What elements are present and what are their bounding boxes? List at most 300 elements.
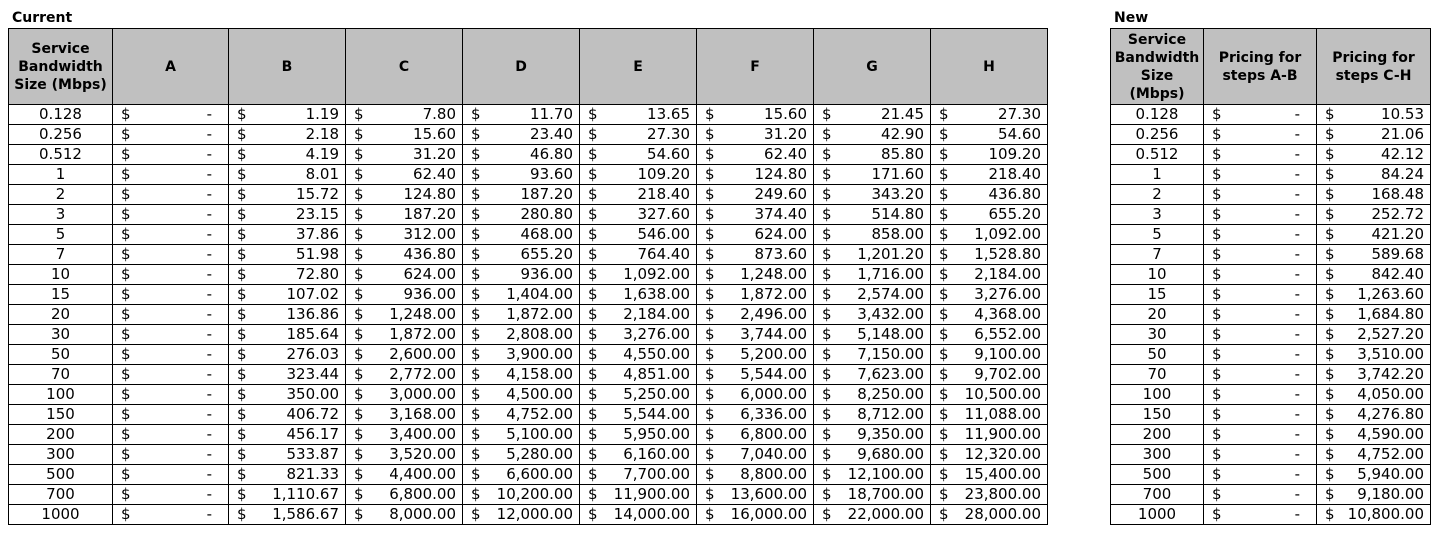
currency-symbol: $ [1325,185,1335,203]
price-cell-g [814,285,931,305]
price-value [229,265,345,284]
price-amount: 6,000.00 [740,385,807,403]
currency-symbol: $ [588,265,598,283]
bandwidth-size-cell: 1 [9,165,113,185]
currency-symbol: $ [121,105,131,123]
price-cell-g [814,185,931,205]
currency-symbol: $ [354,305,364,323]
price-value [113,145,228,164]
currency-symbol: $ [1212,405,1222,423]
price-cell-f [697,405,814,425]
currency-symbol: $ [822,225,832,243]
price-cell-e [580,165,697,185]
currency-symbol: $ [705,425,715,443]
price-amount: 1,110.67 [272,485,339,503]
price-value [463,305,579,324]
price-value [931,105,1047,124]
price-cell-b [229,505,346,525]
currency-symbol: $ [822,345,832,363]
price-amount: 842.40 [1371,265,1424,283]
price-amount: - [1294,185,1300,203]
price-amount: 15.60 [413,125,456,143]
price-value [697,125,813,144]
price-amount: 3,000.00 [389,385,456,403]
price-value [346,385,462,404]
price-amount: 9,350.00 [857,425,924,443]
currency-symbol: $ [822,425,832,443]
price-amount: 350.00 [286,385,339,403]
currency-symbol: $ [471,405,481,423]
price-value [229,145,345,164]
header-step-c: C [346,29,463,105]
currency-symbol: $ [1212,445,1222,463]
price-value [580,105,696,124]
price-value [814,305,930,324]
bandwidth-size-cell: 100 [9,385,113,405]
currency-symbol: $ [237,505,247,523]
price-value [814,365,930,384]
currency-symbol: $ [1212,125,1222,143]
price-value [580,445,696,464]
currency-symbol: $ [121,145,131,163]
price-cell-h [931,165,1048,185]
currency-symbol: $ [354,265,364,283]
currency-symbol: $ [705,465,715,483]
currency-symbol: $ [588,505,598,523]
price-cell-b [229,105,346,125]
price-cell-e [580,505,697,525]
price-amount: - [1294,425,1300,443]
currency-symbol: $ [822,265,832,283]
currency-symbol: $ [1325,445,1335,463]
price-value [1317,125,1430,144]
price-amount: - [1294,145,1300,163]
header-step-d: D [463,29,580,105]
table-row [9,265,1048,285]
price-cell-g [814,425,931,445]
price-cell-steps-c-h [1317,405,1431,425]
price-cell-e [580,285,697,305]
table-row [1111,185,1431,205]
price-amount: 7,150.00 [857,345,924,363]
price-cell-steps-c-h [1317,365,1431,385]
price-value [113,505,228,524]
current-pricing-table [8,28,1048,525]
currency-symbol: $ [237,445,247,463]
price-amount: 15.72 [296,185,339,203]
price-amount: 1,263.60 [1357,285,1424,303]
price-value [931,465,1047,484]
currency-symbol: $ [705,385,715,403]
price-cell-d [463,165,580,185]
currency-symbol: $ [1325,365,1335,383]
currency-symbol: $ [705,485,715,503]
price-amount: - [1294,225,1300,243]
price-value [463,265,579,284]
currency-symbol: $ [939,285,949,303]
price-cell-c [346,205,463,225]
currency-symbol: $ [471,445,481,463]
price-amount: 312.00 [403,225,456,243]
price-cell-e [580,185,697,205]
price-amount: 11,088.00 [964,405,1041,423]
current-title: Current [12,10,73,26]
table-row [9,365,1048,385]
price-amount: 2,496.00 [740,305,807,323]
price-amount: 276.03 [286,345,339,363]
price-cell-f [697,205,814,225]
price-value [229,405,345,424]
currency-symbol: $ [705,125,715,143]
currency-symbol: $ [822,505,832,523]
price-cell-a [113,305,229,325]
bandwidth-size-cell: 2 [9,185,113,205]
price-amount: 10,800.00 [1347,505,1424,523]
price-amount: 1,248.00 [389,305,456,323]
price-amount: 21.45 [881,105,924,123]
price-cell-h [931,125,1048,145]
new-title: New [1114,10,1149,26]
price-value [580,225,696,244]
price-cell-steps-c-h [1317,425,1431,445]
table-row [1111,245,1431,265]
price-amount: 3,276.00 [974,285,1041,303]
price-cell-steps-c-h [1317,305,1431,325]
price-amount: 23.40 [530,125,573,143]
bandwidth-size-cell: 30 [9,325,113,345]
currency-symbol: $ [237,105,247,123]
price-cell-steps-c-h [1317,465,1431,485]
price-cell-c [346,465,463,485]
price-value [697,305,813,324]
currency-symbol: $ [354,105,364,123]
price-value [346,345,462,364]
price-amount: 187.20 [520,185,573,203]
price-cell-b [229,165,346,185]
price-value [931,485,1047,504]
currency-symbol: $ [588,285,598,303]
price-cell-steps-c-h [1317,165,1431,185]
price-amount: 327.60 [637,205,690,223]
price-amount: 7,700.00 [623,465,690,483]
table-row [9,485,1048,505]
current-table-header [9,29,1048,105]
price-amount: 16,000.00 [730,505,807,523]
price-value [463,465,579,484]
currency-symbol: $ [705,445,715,463]
price-value [1204,245,1316,264]
price-amount: 249.60 [754,185,807,203]
price-amount: 858.00 [871,225,924,243]
price-amount: 655.20 [988,205,1041,223]
currency-symbol: $ [588,145,598,163]
price-amount: 589.68 [1371,245,1424,263]
price-cell-d [463,265,580,285]
currency-symbol: $ [471,205,481,223]
price-amount: 13,600.00 [730,485,807,503]
price-value [229,305,345,324]
price-amount: 1,872.00 [506,305,573,323]
price-value [229,425,345,444]
price-value [113,445,228,464]
price-value [814,345,930,364]
price-cell-g [814,325,931,345]
price-value [1204,465,1316,484]
price-value [580,425,696,444]
currency-symbol: $ [237,225,247,243]
price-value [1317,445,1430,464]
price-value [1317,345,1430,364]
price-cell-steps-c-h [1317,125,1431,145]
price-cell-d [463,305,580,325]
price-value [814,125,930,144]
price-amount: 624.00 [754,225,807,243]
price-value [814,385,930,404]
price-value [580,185,696,204]
price-value [1317,425,1430,444]
price-value [346,285,462,304]
price-amount: 2,184.00 [974,265,1041,283]
currency-symbol: $ [237,265,247,283]
currency-symbol: $ [588,205,598,223]
price-cell-h [931,385,1048,405]
currency-symbol: $ [588,245,598,263]
price-amount: 109.20 [988,145,1041,163]
price-value [113,205,228,224]
currency-symbol: $ [354,285,364,303]
price-amount: - [206,205,212,223]
price-cell-steps-a-b [1204,465,1317,485]
price-value [346,365,462,384]
price-cell-a [113,105,229,125]
price-amount: 12,000.00 [496,505,573,523]
price-cell-g [814,145,931,165]
bandwidth-size-cell: 50 [1111,345,1204,365]
table-row [1111,425,1431,445]
currency-symbol: $ [121,265,131,283]
price-value [580,345,696,364]
price-value [931,445,1047,464]
price-value [463,165,579,184]
currency-symbol: $ [237,385,247,403]
table-row [1111,265,1431,285]
currency-symbol: $ [354,345,364,363]
price-cell-g [814,225,931,245]
price-amount: 4,158.00 [506,365,573,383]
price-cell-a [113,145,229,165]
price-value [697,105,813,124]
currency-symbol: $ [588,385,598,403]
price-cell-b [229,225,346,245]
currency-symbol: $ [471,365,481,383]
price-amount: 54.60 [647,145,690,163]
price-cell-steps-a-b [1204,165,1317,185]
price-cell-g [814,445,931,465]
price-cell-d [463,125,580,145]
currency-symbol: $ [121,485,131,503]
price-amount: - [206,465,212,483]
price-value [1317,465,1430,484]
price-amount: - [1294,265,1300,283]
price-amount: 343.20 [871,185,924,203]
currency-symbol: $ [121,125,131,143]
price-amount: 218.40 [637,185,690,203]
bandwidth-size-cell: 300 [1111,445,1204,465]
price-cell-f [697,125,814,145]
bandwidth-size-cell: 7 [9,245,113,265]
currency-symbol: $ [822,105,832,123]
price-amount: 5,544.00 [740,365,807,383]
price-amount: 655.20 [520,245,573,263]
price-cell-steps-a-b [1204,325,1317,345]
price-cell-a [113,285,229,305]
table-row [1111,325,1431,345]
price-amount: 5,544.00 [623,405,690,423]
price-amount: - [206,125,212,143]
currency-symbol: $ [588,405,598,423]
price-value [697,325,813,344]
price-value [113,245,228,264]
price-value [931,285,1047,304]
price-amount: 1,716.00 [857,265,924,283]
price-amount: 4,752.00 [1357,445,1424,463]
price-amount: - [1294,305,1300,323]
price-cell-steps-c-h [1317,245,1431,265]
currency-symbol: $ [1325,205,1335,223]
price-cell-g [814,245,931,265]
currency-symbol: $ [1325,485,1335,503]
price-cell-c [346,125,463,145]
price-amount: 546.00 [637,225,690,243]
currency-symbol: $ [237,245,247,263]
price-value [580,285,696,304]
price-amount: 936.00 [520,265,573,283]
price-amount: 8,712.00 [857,405,924,423]
table-row [1111,365,1431,385]
table-row [9,105,1048,125]
price-value [1317,325,1430,344]
price-cell-h [931,105,1048,125]
currency-symbol: $ [1325,345,1335,363]
header-step-e: E [580,29,697,105]
table-row [9,505,1048,525]
price-cell-b [229,325,346,345]
price-amount: 533.87 [286,445,339,463]
currency-symbol: $ [121,305,131,323]
currency-symbol: $ [354,365,364,383]
price-value [814,445,930,464]
price-value [580,165,696,184]
price-amount: 1,872.00 [740,285,807,303]
price-value [931,305,1047,324]
price-amount: 11.70 [530,105,573,123]
currency-symbol: $ [354,325,364,343]
price-cell-b [229,385,346,405]
price-cell-c [346,425,463,445]
currency-symbol: $ [939,425,949,443]
price-amount: - [1294,485,1300,503]
price-value [346,485,462,504]
currency-symbol: $ [1212,505,1222,523]
price-cell-h [931,485,1048,505]
currency-symbol: $ [237,165,247,183]
bandwidth-size-cell: 300 [9,445,113,465]
price-amount: 9,180.00 [1357,485,1424,503]
price-amount: 436.80 [988,185,1041,203]
bandwidth-size-cell: 20 [1111,305,1204,325]
price-amount: 62.40 [413,165,456,183]
price-amount: 124.80 [403,185,456,203]
price-cell-steps-a-b [1204,345,1317,365]
price-amount: 2,808.00 [506,325,573,343]
price-value [814,505,930,524]
table-row [9,125,1048,145]
price-value [113,465,228,484]
price-value [580,145,696,164]
price-amount: 4,851.00 [623,365,690,383]
price-value [931,245,1047,264]
price-cell-f [697,485,814,505]
price-value [463,285,579,304]
currency-symbol: $ [471,505,481,523]
price-cell-steps-a-b [1204,285,1317,305]
table-row [9,445,1048,465]
price-value [580,265,696,284]
price-value [113,165,228,184]
price-amount: 4.19 [305,145,339,163]
price-value [463,125,579,144]
header-step-h: H [931,29,1048,105]
price-amount: 136.86 [286,305,339,323]
price-amount: - [206,285,212,303]
currency-symbol: $ [471,325,481,343]
currency-symbol: $ [822,145,832,163]
price-cell-a [113,225,229,245]
price-cell-e [580,225,697,245]
new-header-row [1111,29,1431,105]
price-value [697,425,813,444]
price-value [229,225,345,244]
price-amount: 6,800.00 [389,485,456,503]
price-value [697,225,813,244]
price-cell-a [113,385,229,405]
currency-symbol: $ [939,385,949,403]
currency-symbol: $ [237,185,247,203]
price-amount: - [206,185,212,203]
price-value [1317,265,1430,284]
bandwidth-size-cell: 200 [9,425,113,445]
price-amount: 436.80 [403,245,456,263]
price-cell-d [463,485,580,505]
price-amount: 23.15 [296,205,339,223]
price-amount: 3,742.20 [1357,365,1424,383]
currency-symbol: $ [121,325,131,343]
bandwidth-size-cell: 100 [1111,385,1204,405]
price-value [463,385,579,404]
price-amount: - [1294,245,1300,263]
price-value [931,205,1047,224]
currency-symbol: $ [822,285,832,303]
current-header-row [9,29,1048,105]
price-cell-h [931,365,1048,385]
currency-symbol: $ [822,165,832,183]
price-cell-d [463,365,580,385]
currency-symbol: $ [705,225,715,243]
price-cell-c [346,145,463,165]
price-value [1317,225,1430,244]
price-value [229,385,345,404]
price-cell-b [229,425,346,445]
